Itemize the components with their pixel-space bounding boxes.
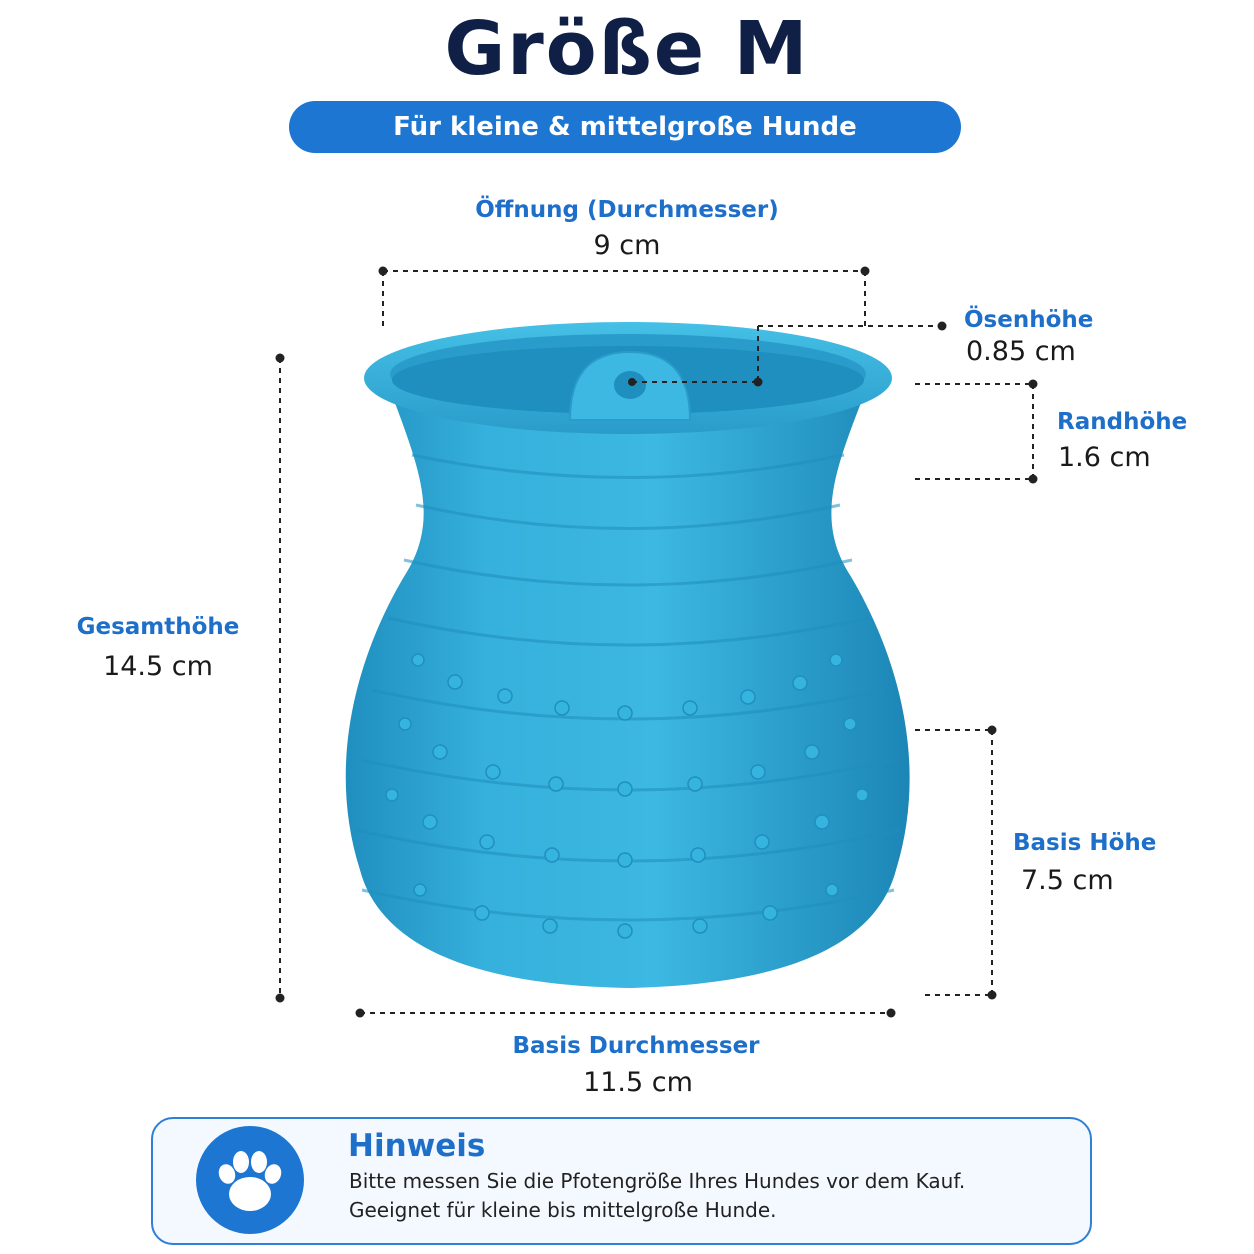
total-height-value: 14.5 cm <box>103 651 213 682</box>
base-diameter-label: Basis Durchmesser <box>512 1033 760 1059</box>
rim-label: Randhöhe <box>1057 409 1188 435</box>
opening-label: Öffnung (Durchmesser) <box>475 197 779 223</box>
subtitle-text: Für kleine & mittelgroße Hunde <box>393 112 857 142</box>
note-line-1: Bitte messen Sie die Pfotengröße Ihres Hundes vor dem Kauf. <box>349 1169 966 1193</box>
note-line-2: Geeignet für kleine bis mittelgroße Hunde. <box>349 1198 777 1222</box>
note-title: Hinweis <box>348 1128 486 1164</box>
page-title: Größe M <box>444 6 810 92</box>
opening-value: 9 cm <box>593 230 661 261</box>
cup-body <box>346 395 910 988</box>
total-height-label: Gesamthöhe <box>76 614 240 640</box>
base-height-value: 7.5 cm <box>1021 865 1114 896</box>
base-diameter-value: 11.5 cm <box>583 1067 693 1098</box>
eyelet-value: 0.85 cm <box>966 336 1076 367</box>
paw-icon <box>196 1126 304 1234</box>
paw-icon-circle <box>196 1126 304 1234</box>
base-height-label: Basis Höhe <box>1013 830 1157 856</box>
eyelet-label: Ösenhöhe <box>964 307 1094 333</box>
rim-value: 1.6 cm <box>1058 442 1151 473</box>
